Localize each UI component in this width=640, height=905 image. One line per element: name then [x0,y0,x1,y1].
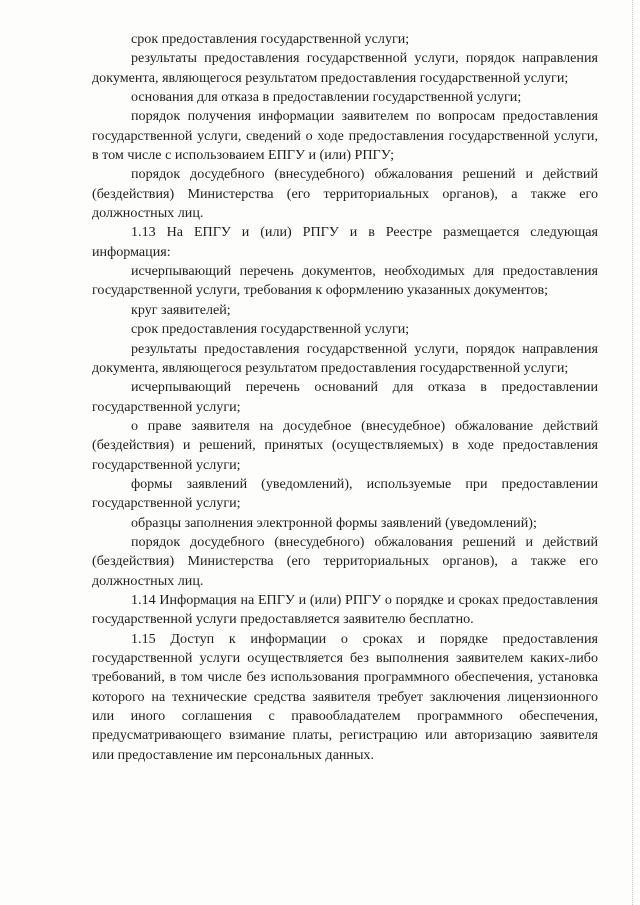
document-body [92,30,598,765]
paragraph: основания для отказа в предоставлении государственной услуги; [131,89,522,106]
paragraph: порядок получения информации заявителем по вопросам предоставления государственной услуги, сведений о ходе предоставления государственной услуги, в том числе с использоваием ЕПГУ и (или) РПГУ; [92,108,598,164]
paragraph: образцы заполнения электронной формы заявлений (уведомлений); [131,514,537,531]
paragraph: порядок досудебного (внесудебного) обжалования решений и действий (бездействия) Министерства (его территориальных органов), а также его должностных лиц. [92,166,598,222]
section-1-14: 1.14 Информация на ЕПГУ и (или) РПГУ о порядке и сроках предоставления государственной услуги предоставляется заявителю бесплатно. [92,591,598,628]
paragraph: исчерпывающий перечень оснований для отказа в предоставлении государственной услуги; [92,379,598,415]
page-edge [632,0,634,905]
paragraph: порядок досудебного (внесудебного) обжалования решений и действий (бездействия) Министерства (его территориальных органов), а также его должностных лиц. [92,533,598,589]
paragraph: результаты предоставления государственной услуги, порядок направления документа, являющегося результатом предоставления государственной услуги; [92,50,598,86]
paragraph: результаты предоставления государственной услуги, порядок направления документа, являющегося результатом предоставления государственной услуги; [92,340,598,376]
paragraph: о праве заявителя на досудебное (внесудебное) обжалование действий (бездействия) и решений, принятых (осуществляемых) в ходе предоставления государственной услуги; [92,417,598,473]
paragraph: формы заявлений (уведомлений), используемые при предоставлении государственной услуги; [92,475,598,512]
section-1-15: 1.15 Доступ к информации о сроках и порядке предоставления государственной услуги осуществляется без выполнения заявителем каких-либо требований, в том числе без использования программного обеспечения, установка которого на технические средства заявителя требует заключения лицензионного или иного соглашения с правообладателем программного обеспечения, предусматривающего взимание платы, регистрацию или авторизацию заявителя или предоставление им персональных данных. [92,630,598,763]
paragraph: срок предоставления государственной услуги; [131,321,410,338]
paragraph: круг заявителей; [131,301,231,318]
paragraph: срок предоставления государственной услуги; [131,31,410,47]
section-1-13: 1.13 На ЕПГУ и (или) РПГУ и в Реестре размещается следующая информация: [92,224,598,260]
paragraph: исчерпывающий перечень документов, необходимых для предоставления государственной услуги, требования к оформлению указанных документов; [92,263,598,299]
